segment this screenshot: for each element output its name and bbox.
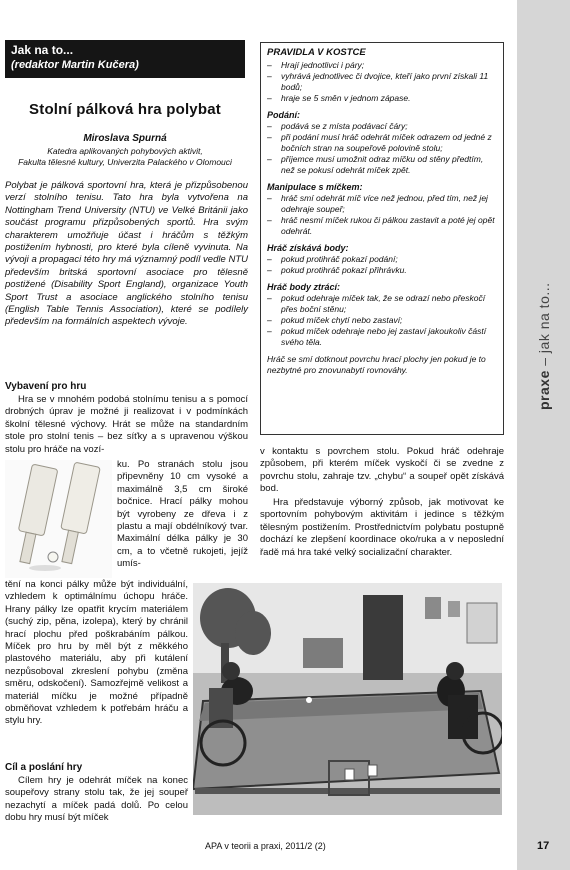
section-heading-goal: Cíl a poslání hry	[5, 762, 83, 773]
footer-journal: APA v teorii a praxi, 2011/2 (2)	[205, 841, 326, 851]
paragraph-goal: Cílem hry je odehrát míček na konec soupeřovy strany stolu tak, že jej soupeř nezachytí a míček padá dolů. Po celou dobu hry musí být míček	[5, 775, 188, 824]
author-affiliation	[5, 146, 245, 168]
affiliation-line-2: Fakulta tělesné kultury, Univerzita Palackého v Olomouci	[18, 157, 232, 167]
rubric-header	[5, 40, 245, 78]
rules-title: PRAVIDLA V KOSTCE	[267, 47, 366, 58]
rubric-editor: (redaktor Martin Kučera)	[11, 59, 139, 71]
rubric-title: Jak na to...	[11, 43, 74, 57]
rules-item: – pokud protihráč pokazí přihrávku.	[267, 265, 497, 276]
article-abstract: Polybat je pálková sportovní hra, která je přizpůsobenou verzí stolního tenisu. Tato hra byla vytvořena na Nottingham Trend University (NTU) ve Velké Británii jako součást programu přizpůsobených sportů. Hra svým charakterem umožňuje účast i hráčům s těžkým postižením hybnosti, pro které byla cíleně vyvinuta. Na vývoji a propagaci této hry má významný podíl vedle NTU především britská sportovní asociace pro tělesně postižené (Disability Sport England), organizace Youth Sport Trust a asociace anglického stolního tenisu (English Table Tennis Association), které se podílely především na formálních aspektech vývoje.	[5, 180, 248, 328]
rules-heading-serve: Podání:	[267, 110, 300, 120]
paddles-photo	[5, 460, 112, 578]
sidebar-subsection: jak na to...	[536, 282, 552, 354]
paragraph-equipment-intro: Hra se v mnohém podobá stolnímu tenisu a s pomocí drobných úprav je možné ji realizovat i v podmínkách školní tělesné výchovy. Hrát se může na standardním stole pro stolní tenis – bez síťky a s upravenou výškou stolu pro hráče na vozí-	[5, 394, 248, 455]
rules-item: – vyhrává jednotlivec či dvojice, kteří jako první získali 11 bodů;	[267, 71, 497, 93]
rules-general-list	[267, 60, 497, 104]
rules-heading-handling: Manipulace s míčkem:	[267, 182, 363, 192]
paragraph-contact: v kontaktu s povrchem stolu. Pokud hráč odehraje způsobem, při kterém míček vyskočí či se zvedne z povrchu stolu, zahraje tzv. „chybu“ a soupeř opět získává bod.	[260, 446, 504, 495]
rules-item: – podává se z místa podávací čáry;	[267, 121, 497, 132]
page-number: 17	[537, 840, 550, 852]
rules-item: – při podání musí hráč odehrát míček odrazem od jedné z bočních stran na soupeřově polovině stolu;	[267, 132, 497, 154]
rules-heading-gain: Hráč získává body:	[267, 243, 349, 253]
page-footer	[0, 841, 570, 855]
affiliation-line-1: Katedra aplikovaných pohybových aktivit,	[47, 146, 203, 156]
rules-serve-list	[267, 121, 497, 176]
rules-heading-lose: Hráč body ztrácí:	[267, 282, 341, 292]
rules-item: – příjemce musí umožnit odraz míčku od stěny předtím, než se pokusí odehrát míček zpět.	[267, 154, 497, 176]
sidebar-section-label	[536, 282, 552, 410]
rules-item: – hráč smí odehrát míč více než jednou, před tím, než jej odehraje soupeř;	[267, 193, 497, 215]
paragraph-equipment-wrap: ku. Po stranách stolu jsou připevněny 10 cm vysoké a maximálně 3,5 cm široké bočnice. Hrací pálky mohou být vyrobeny ze dřeva i z plastu a mají obdélníkový tvar. Maximální délka pálky je 30 cm, a to včetně rukojeti, jejíž umís-	[117, 459, 248, 570]
rules-footnote: Hráč se smí dotknout povrchu hrací plochy jen pokud je to nezbytné pro znovunabytí rovnováhy.	[267, 354, 486, 375]
rules-item: – pokud odehraje míček tak, že se odrazí nebo přeskočí přes boční stěnu;	[267, 293, 497, 315]
rules-box	[260, 42, 504, 435]
section-heading-equipment: Vybavení pro hru	[5, 381, 87, 392]
paragraph-motivation: Hra představuje výborný způsob, jak motivovat ke sportovním pohybovým aktivitám i jedince s těžkým tělesným postižením. Prostřednictvím polybatu postupně dochází ke zlepšení koordinace oko/ruka a v neposlední řadě má hra také velký socializační charakter.	[260, 497, 504, 558]
rules-item: – pokud míček odehraje nebo jej zastaví jakoukoliv částí svého těla.	[267, 326, 497, 348]
paragraph-equipment-rest: tění na konci pálky může být individuální, vzhledem k optimálnímu úchopu hráče. Hrany pálky lze opatřit krycím materiálem (suchý zip, pěna, izolepa), který by chránil hrací plochu před poškrabáním pálkou. Míček pro hru by měl být z měkkého plastového materiálu, aby při kutálení nezpůsoboval zkreslení pohybu (změna směru, odskočení). Samozřejmě velikost a materiál míčku je možné případně obměňovat vzhledem k potřebám hráču a stylu hry.	[5, 579, 188, 727]
article-author: Miroslava Spurná	[83, 133, 167, 144]
rules-gain-list	[267, 254, 497, 276]
sidebar-separator: –	[536, 353, 552, 371]
rules-item: – pokud protihráč pokazí podání;	[267, 254, 497, 265]
sidebar-section: praxe	[536, 370, 552, 410]
sidebar-tab	[517, 0, 570, 870]
rules-item: – hraje se 5 směn v jednom zápase.	[267, 93, 497, 104]
article-title: Stolní pálková hra polybat	[29, 101, 221, 118]
rules-item: – hráč nesmí míček rukou či pálkou zastavit a poté jej opět odehrát.	[267, 215, 497, 237]
rules-item: – Hrají jednotlivci i páry;	[267, 60, 497, 71]
rules-handling-list	[267, 193, 497, 237]
rules-item: – pokud míček chytí nebo zastaví;	[267, 315, 497, 326]
players-photo	[193, 583, 502, 815]
rules-lose-list	[267, 293, 497, 348]
